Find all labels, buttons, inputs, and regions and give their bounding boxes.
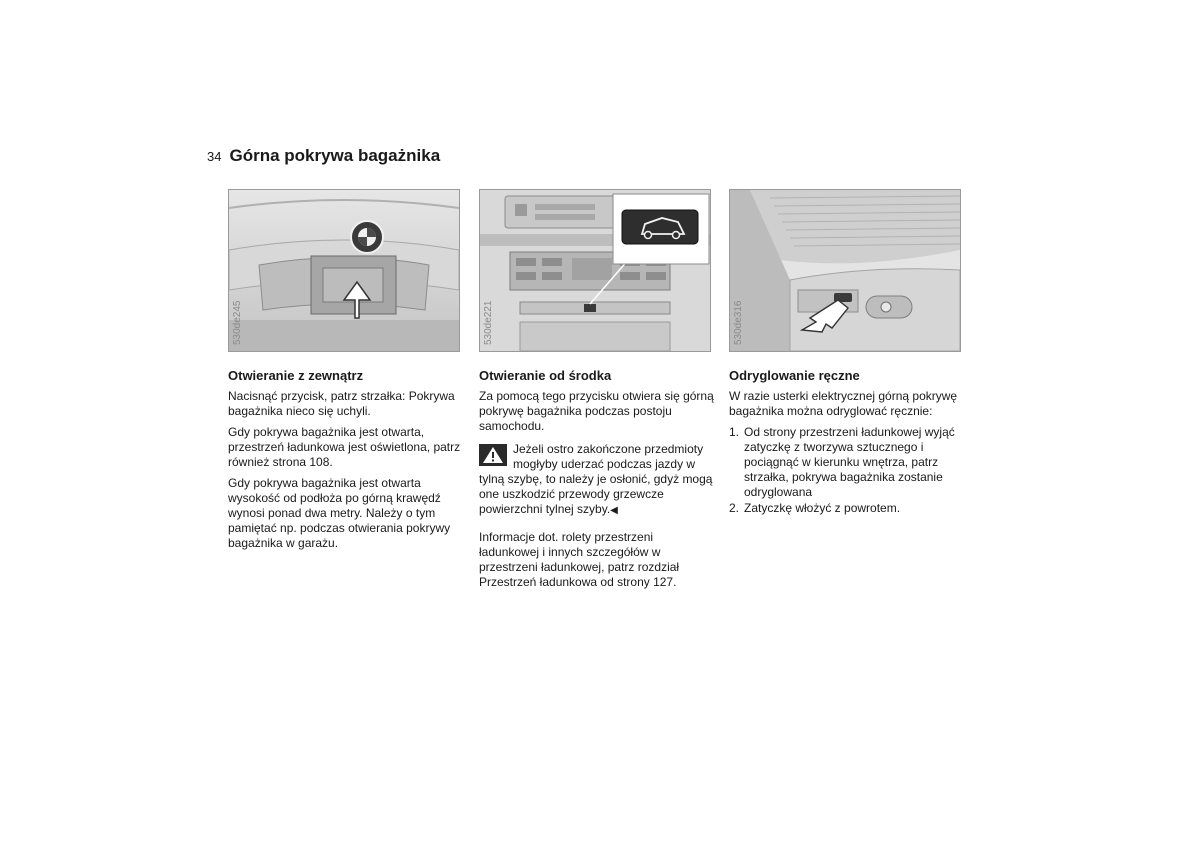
section-open-from-inside [479, 368, 715, 596]
list-item [729, 501, 965, 516]
steps-list [729, 425, 965, 516]
end-mark: ◀ [610, 505, 618, 516]
section-heading: Otwieranie od środka [479, 368, 612, 383]
step-text: Zatyczkę włożyć z powrotem. [744, 501, 901, 515]
cargo-area-illustration [730, 190, 960, 351]
paragraph: Informacje dot. rolety przestrzeni ładunkowej i innych szczegółów w przestrzeni ładunkowej, patrz rozdział Przestrzeń ładunkowa od strony 127. [479, 530, 680, 589]
figure-code: 530de316 [733, 300, 744, 345]
figure-dashboard-button [479, 189, 711, 352]
list-item [729, 425, 965, 500]
tailgate-illustration [229, 190, 459, 351]
figure-exterior-tailgate [228, 189, 460, 352]
paragraph: Gdy pokrywa bagażnika jest otwarta wysokość od podłoża po górną krawędź wynosi ponad dwa metry. Należy o tym pamiętać np. podczas otwierania pokrywy bagażnika w garażu. [228, 476, 451, 550]
page-number: 34 [207, 149, 222, 164]
paragraph: Gdy pokrywa bagażnika jest otwarta, przestrzeń ładunkowa jest oświetlona, patrz również strona 108. [228, 425, 461, 469]
page-title: Górna pokrywa bagażnika [229, 146, 441, 165]
figure-code: 530de221 [483, 300, 494, 345]
figure-manual-release [729, 189, 961, 352]
step-text: Od strony przestrzeni ładunkowej wyjąć zatyczkę z tworzywa sztucznego i pociągnąć w kierunku wnętrza, patrz strzałka, pokrywa bagażnika zostanie odryglowana [744, 425, 955, 499]
warning-note [479, 442, 715, 518]
paragraph: W razie usterki elektrycznej górną pokrywę bagażnika można odryglować ręcznie: [729, 389, 958, 418]
page-header [207, 146, 440, 166]
warning-triangle-icon [479, 444, 507, 466]
paragraph: Nacisnąć przycisk, patrz strzałka: Pokrywa bagażnika nieco się uchyli. [228, 389, 455, 418]
figure-code: 530de245 [232, 300, 243, 345]
section-manual-release [729, 368, 965, 517]
step-number: 2. [729, 501, 740, 515]
section-open-from-outside [228, 368, 464, 557]
warning-text: Jeżeli ostro zakończone przedmioty mogłyby uderzać podczas jazdy w tylną szybę, to należy je osłonić, gdyż mogą one uszkodzić przewody grzewcze powierzchni tylnej szyby. [479, 442, 713, 516]
step-number: 1. [729, 425, 740, 439]
paragraph: Za pomocą tego przycisku otwiera się górną pokrywę bagażnika podczas postoju samochodu. [479, 389, 714, 433]
dashboard-illustration [480, 190, 710, 351]
section-heading: Otwieranie z zewnątrz [228, 368, 364, 383]
section-heading: Odryglowanie ręczne [729, 368, 860, 383]
